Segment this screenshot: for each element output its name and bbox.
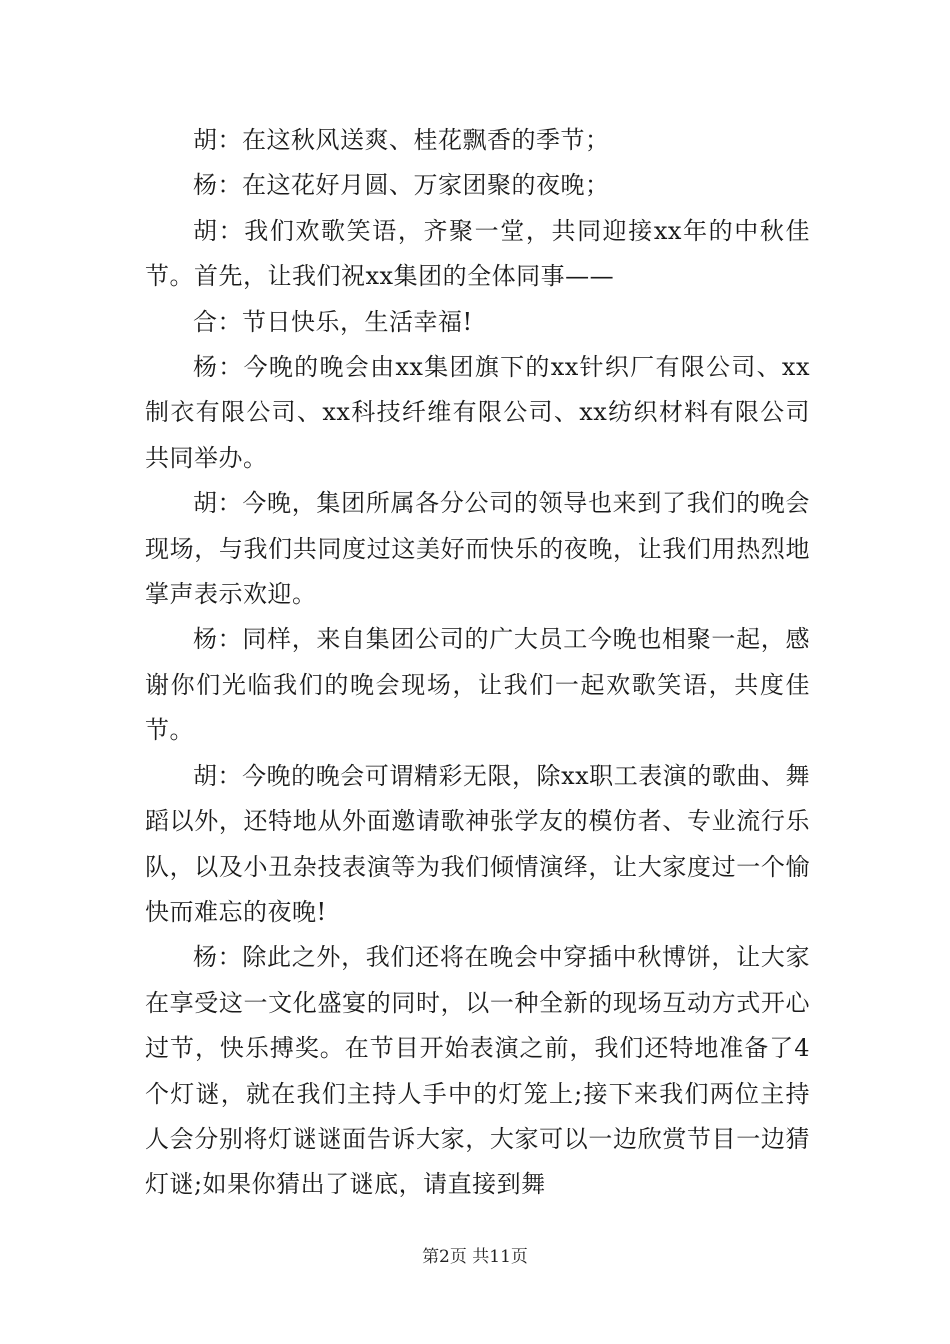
page-footer: 第2页 共11页 [422, 1247, 528, 1267]
paragraph-7: 杨：同样，来自集团公司的广大员工今晚也相聚一起，感谢你们光临我们的晚会现场，让我们一起欢歌笑语，共度佳节。 [145, 625, 810, 745]
paragraph-9: 杨：除此之外，我们还将在晚会中穿插中秋博饼，让大家在享受这一文化盛宴的同时，以一种全新的现场互动方式开心过节，快乐搏奖。在节目开始表演之前，我们还特地准备了4个灯谜，就在我们主持人手中的灯笼上;接下来我们两位主持人会分别将灯谜谜面告诉大家，大家可以一边欣赏节目一边猜灯谜;如果你猜出了谜底，请直接到舞 [145, 943, 810, 1199]
paragraph-8: 胡：今晚的晚会可谓精彩无限，除xx职工表演的歌曲、舞蹈以外，还特地从外面邀请歌神张学友的模仿者、专业流行乐队，以及小丑杂技表演等为我们倾情演绎，让大家度过一个愉快而难忘的夜晚! [145, 761, 810, 926]
paragraph-4: 合：节日快乐，生活幸福! [193, 307, 473, 336]
document-body [145, 118, 810, 1208]
paragraph-1: 胡：在这秋风送爽、桂花飘香的季节； [193, 126, 610, 154]
paragraph-5: 杨：今晚的晚会由xx集团旗下的xx针织厂有限公司、xx制衣有限公司、xx科技纤维有限公司、xx纺织材料有限公司共同举办。 [145, 353, 810, 472]
paragraph-6: 胡：今晚，集团所属各分公司的领导也来到了我们的晚会现场，与我们共同度过这美好而快乐的夜晚，让我们用热烈地掌声表示欢迎。 [145, 489, 810, 609]
paragraph-3: 胡：我们欢歌笑语，齐聚一堂，共同迎接xx年的中秋佳节。首先，让我们祝xx集团的全体同事—— [145, 216, 810, 291]
paragraph-2: 杨：在这花好月圆、万家团聚的夜晚； [193, 171, 610, 200]
